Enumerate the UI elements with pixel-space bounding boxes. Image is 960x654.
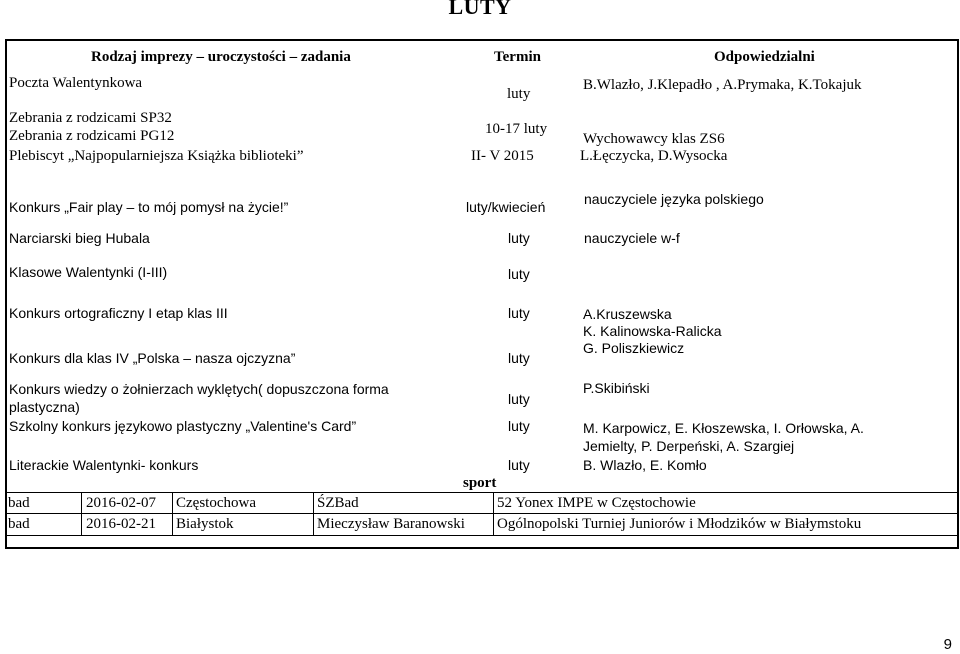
row-responsible: G. Poliszkiewicz bbox=[583, 340, 685, 356]
row-event-name: Plebiscyt „Najpopularniejsza Książka biblioteki” bbox=[9, 148, 304, 164]
row-event-name: Poczta Walentynkowa bbox=[9, 75, 143, 91]
row-responsible: nauczyciele w-f bbox=[584, 230, 680, 246]
row-responsible-line2: K. Kalinowska-Ralicka bbox=[583, 323, 722, 339]
sport-event: Ogólnopolski Turniej Juniorów i Młodzików w Białymstoku bbox=[497, 516, 862, 532]
row-responsible-line2: Jemielty, P. Derpeński, A. Szargiej bbox=[583, 438, 795, 454]
row-event-name: Szkolny konkurs językowo plastyczny „Valentine's Card” bbox=[9, 418, 357, 434]
row-term: luty bbox=[508, 418, 530, 434]
row-term: luty bbox=[508, 305, 530, 321]
row-responsible: B. Wlazło, E. Komło bbox=[583, 457, 707, 473]
row-responsible: L.Łęczycka, D.Wysocka bbox=[580, 148, 728, 164]
row-responsible: A.Kruszewska bbox=[583, 306, 672, 322]
row-term: II- V 2015 bbox=[471, 148, 534, 164]
sport-heading: sport bbox=[463, 475, 497, 491]
sport-city: Białystok bbox=[176, 516, 234, 532]
sport-col-divider bbox=[172, 492, 173, 536]
row-event-name: Konkurs ortograficzny I etap klas III bbox=[9, 305, 228, 321]
row-term: luty bbox=[508, 230, 530, 246]
row-responsible: M. Karpowicz, E. Kłoszewska, I. Orłowska, A. bbox=[583, 420, 864, 436]
row-responsible: P.Skibiński bbox=[583, 380, 650, 396]
row-event-name: Konkurs „Fair play – to mój pomysł na życie!” bbox=[9, 199, 289, 215]
sport-team: Mieczysław Baranowski bbox=[317, 516, 465, 532]
header-responsible: Odpowiedzialni bbox=[714, 49, 815, 65]
row-event-name: Klasowe Walentynki (I-III) bbox=[9, 264, 168, 280]
sport-date: 2016-02-21 bbox=[86, 516, 156, 532]
row-event-name-line2: plastyczna) bbox=[9, 399, 80, 415]
page-number: 9 bbox=[943, 636, 952, 653]
row-event-name: Literackie Walentynki- konkurs bbox=[9, 457, 199, 473]
sport-discipline: bad bbox=[8, 495, 30, 511]
row-term: luty bbox=[508, 391, 530, 407]
row-event-name-line2: Zebrania z rodzicami PG12 bbox=[9, 128, 175, 144]
sport-col-divider bbox=[81, 492, 82, 536]
row-event-name: Konkurs dla klas IV „Polska – nasza ojczyzna” bbox=[9, 350, 296, 366]
row-event-name: Konkurs wiedzy o żołnierzach wyklętych( dopuszczona forma bbox=[9, 381, 389, 397]
sport-table-row-divider bbox=[5, 513, 957, 514]
row-term: luty bbox=[508, 266, 530, 282]
row-term: luty bbox=[508, 350, 530, 366]
header-event-type: Rodzaj imprezy – uroczystości – zadania bbox=[91, 49, 351, 65]
row-term: luty bbox=[508, 457, 530, 473]
sport-table-top-border bbox=[5, 492, 957, 493]
row-responsible: B.Wlazło, J.Klepadło , A.Prymaka, K.Tokajuk bbox=[583, 77, 862, 93]
row-term: 10-17 luty bbox=[485, 121, 548, 137]
row-responsible: nauczyciele języka polskiego bbox=[584, 191, 764, 207]
sport-table-row-divider bbox=[5, 535, 957, 536]
header-term: Termin bbox=[494, 49, 541, 65]
sport-discipline: bad bbox=[8, 516, 30, 532]
sport-col-divider bbox=[493, 492, 494, 536]
sport-date: 2016-02-07 bbox=[86, 495, 156, 511]
row-event-name: Narciarski bieg Hubala bbox=[9, 230, 150, 246]
row-event-name: Zebrania z rodzicami SP32 bbox=[9, 110, 172, 126]
sport-event: 52 Yonex IMPE w Częstochowie bbox=[497, 495, 696, 511]
page-title: LUTY bbox=[448, 0, 512, 19]
sport-col-divider bbox=[313, 492, 314, 536]
row-responsible: Wychowawcy klas ZS6 bbox=[583, 131, 725, 147]
sport-city: Częstochowa bbox=[176, 495, 256, 511]
row-term: luty bbox=[507, 86, 531, 102]
sport-team: ŚZBad bbox=[317, 495, 359, 511]
row-term: luty/kwiecień bbox=[466, 199, 546, 215]
